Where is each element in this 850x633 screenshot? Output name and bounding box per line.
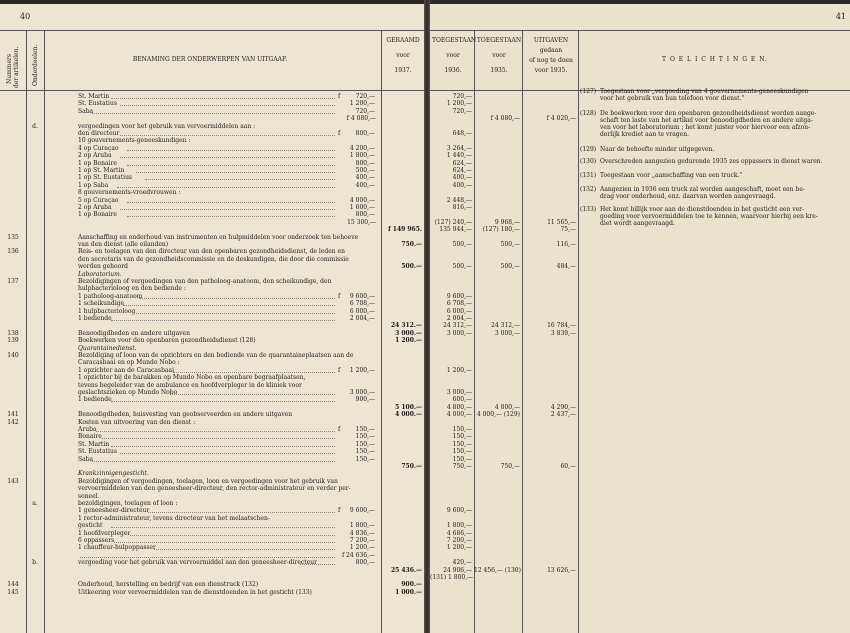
allowed-1935: 500,— [500, 241, 520, 248]
item-description: 1 bediende [78, 396, 112, 404]
header-line: UITGAVEN [533, 37, 569, 44]
allowed-1936: 720,— [452, 107, 472, 115]
dot-leader [148, 512, 335, 513]
dot-leader [120, 135, 335, 136]
subsection-letter: d. [32, 122, 38, 130]
item-description: Bezoldigingen of vergoedingen, toelagen, loon en vergoedingen voor het gebruik van [78, 477, 338, 485]
allowed-1936: 150,— [452, 448, 472, 456]
sub-amount: 1 200,— [349, 544, 375, 552]
col-divider [44, 30, 45, 633]
expenditure-1935: 3 839,— [550, 329, 576, 337]
header-toegestaan-1936 [432, 37, 477, 74]
item-description: vergoeding voor het gebruik van vervoermiddel aan den geneesheer-directeur [78, 559, 317, 567]
dot-leader [114, 542, 335, 543]
item-description: vergoedingen voor het gebruik van vervoermiddelen aan : [78, 122, 256, 130]
sub-amount: 500,— [355, 167, 375, 174]
item-description: St. Martin [78, 93, 110, 100]
subsection-letter: a. [32, 500, 38, 507]
item-description: St. Eustatius [78, 100, 117, 108]
allowed-1936: 9 600,— [446, 292, 472, 300]
item-description: Boekwerken voor den openbaren gezondheidsdienst (128) [78, 337, 256, 345]
allowed-1936: 24 312,— [443, 322, 472, 330]
item-description: Onderhoud, herstelling en bedrijf van een dienstruck (132) [78, 581, 259, 589]
item-description: Uitkeering voor vervoermiddelen van de dienstdoenden in het gesticht (133) [78, 588, 312, 596]
allowed-1936: 3 000,— [446, 329, 472, 337]
item-description: van den dienst (alle eilanden) [78, 241, 169, 248]
allowed-1936: 150,— [452, 433, 472, 441]
note-number: (132) [580, 186, 597, 193]
estimate-1937: 1 000.— [395, 588, 422, 596]
allowed-1936: 1 200,— [446, 100, 472, 108]
estimate-1937: 4 000.— [395, 411, 422, 419]
col-divider [26, 30, 27, 633]
item-description: Reis- en toelagen van den directeur van den openbaren gezondheidsdienst, de leden en [78, 248, 345, 256]
item-description: 1 chauffeur-hulpoppasser [78, 544, 156, 552]
allowed-1936: 500,— [452, 263, 472, 271]
sub-amount: 150,— [355, 426, 375, 433]
dot-leader [139, 298, 335, 299]
note-line: voor het gebruik van hun telefoon voor dienst." [600, 95, 745, 102]
item-description: Kosten van uitvoering van den dienst : [78, 418, 196, 426]
note-line: De boekwerken voor den openbaren gezondheidsdienst worden aange- [600, 110, 817, 117]
estimate-1937: 5 100.— [395, 403, 422, 411]
header-geraamd-line: 1937. [394, 67, 412, 74]
header-onderdeelen: Onderdeelen. [32, 44, 39, 86]
dot-leader [136, 313, 335, 314]
allowed-1935: 3 000,— [494, 329, 520, 337]
allowed-1935: 9 968,— [494, 218, 520, 226]
item-description: 1 hulpbacterioloog [78, 307, 136, 315]
item-description: 1 opzichter aan de Caracasbaai [78, 366, 174, 374]
subtotal-amount: 15 300,— [347, 218, 376, 226]
note-number: (127) [580, 88, 597, 95]
note-line: drag voor onderhoud, enz. daarvan worden aangevraagd. [600, 193, 776, 200]
dot-leader [102, 438, 335, 439]
item-description: 1 op St. Martin [78, 167, 125, 174]
allowed-1936: 600,— [452, 396, 472, 404]
sub-amount: 800,— [355, 159, 375, 167]
estimate-1937: 500.— [401, 263, 422, 271]
currency-marker: f [338, 507, 341, 515]
note-line: ven voor het laboratorium ; het komt juister voor hiervoor een afzon- [600, 124, 811, 131]
item-description: den secretaris van de gezondheidscommissie en de deskundigen, die door die commissie [78, 255, 349, 263]
item-description: 1 geneesheer-directeur [78, 507, 150, 515]
dot-leader [117, 187, 335, 188]
allowed-1935: 500,— [500, 263, 520, 271]
allowed-1936: 4 000,— [446, 411, 472, 419]
allowed-1936: (131) 1 800,— [430, 574, 474, 581]
allowed-1936: 500,— [452, 241, 472, 248]
sub-amount: 400,— [355, 174, 375, 182]
header-line: TOEGESTAAN [476, 37, 522, 44]
item-description: 8 gouvernements-vroedvrouwen : [78, 189, 181, 197]
dot-leader [111, 98, 335, 99]
item-description: Aanschaffing en onderhoud van instrumenten en hulpmiddelen voor onderzoek ten behoeve [78, 233, 359, 241]
item-description: Quarantainedienst. [78, 344, 137, 352]
allowed-1936: 4 686,— [446, 529, 472, 537]
note-number: (130) [580, 158, 597, 165]
item-description: vervoermiddelen van den geneesheer-directeur, den rector-administrateur en verder per- [78, 485, 351, 493]
sub-amount: 7 200,— [349, 537, 375, 544]
dot-leader [154, 549, 335, 550]
sub-amount: 2 004,— [349, 315, 375, 322]
article-number: 142 [7, 418, 19, 426]
item-description: gesticht [78, 522, 103, 530]
sub-amount: 1 200,— [349, 100, 375, 108]
item-description: 1 hoofdverpleger [78, 529, 131, 537]
sub-amount: 720,— [355, 107, 375, 115]
estimate-1937: 24 312.— [390, 322, 422, 330]
allowed-1936: 6 708,— [446, 300, 472, 308]
allowed-1935: 750,— [500, 463, 520, 470]
allowed-1936: 150,— [452, 440, 472, 448]
expenditure-1935: 13 626,— [547, 566, 576, 574]
allowed-1936: 624,— [452, 159, 472, 167]
note-line: derlijk krediet aan te vragen. [600, 131, 689, 138]
expenditure-1935: f 4 020,— [546, 115, 576, 123]
allowed-1936: 1 200,— [446, 366, 472, 374]
header-line: gedaan [539, 47, 563, 54]
note-line: diet wordt aangevraagd. [600, 220, 675, 227]
estimate-1937: f 149 965. [388, 226, 422, 234]
item-description: Saba [78, 455, 94, 463]
sub-amount: 720,— [355, 93, 375, 100]
article-number: 140 [7, 352, 19, 359]
currency-marker: f [338, 93, 341, 100]
item-description: 2 op Aruba [78, 152, 112, 160]
allowed-1936: 720,— [452, 93, 472, 100]
dot-leader [170, 394, 335, 395]
subtotal-amount: f 4 080,— [346, 115, 376, 123]
article-number: 144 [7, 581, 19, 589]
dot-leader [136, 172, 335, 173]
currency-marker: f [338, 292, 341, 300]
sub-amount: 150,— [355, 433, 375, 441]
header-top-rule [430, 30, 850, 31]
item-description: worden gehoord [78, 263, 128, 271]
header-line: of nog te doen [529, 57, 573, 64]
dot-leader [127, 216, 336, 217]
item-description: soneel. [78, 492, 100, 500]
sub-amount: 1 800,— [349, 152, 375, 160]
item-description: Saba [78, 107, 94, 115]
currency-marker: f [338, 130, 341, 137]
sub-amount: 6 000,— [349, 307, 375, 315]
sub-amount: 6 708,— [349, 300, 375, 308]
item-description: tevens begeleider van de ambulance en hoofdverpleger in de kliniek voor [78, 381, 302, 389]
dot-leader [111, 527, 335, 528]
allowed-1936: 4 800,— [446, 403, 472, 411]
item-description: geslachtszieken op Mundo Nobo [78, 389, 178, 396]
dot-leader [120, 209, 335, 210]
left-page-number: 40 [20, 12, 31, 21]
estimate-1937: 900.— [401, 581, 422, 589]
dot-leader [111, 320, 335, 321]
sub-amount: 9 600,— [349, 507, 375, 515]
estimate-1937: 750.— [401, 241, 422, 248]
article-number: 138 [7, 329, 19, 337]
allowed-1936: 24 906,— [443, 566, 472, 574]
item-description: St. Martin [78, 440, 110, 448]
item-description: 10 gouvernements-geneeskundigen : [78, 137, 191, 145]
header-geraamd-line: GERAAMD [386, 37, 420, 44]
header-der-artikelen: der artikelen. [13, 46, 20, 88]
allowed-1936: 648,— [452, 130, 472, 137]
allowed-1936: 400,— [452, 181, 472, 189]
header-line: 1936. [444, 67, 462, 74]
sub-amount: 900,— [355, 396, 375, 404]
sub-amount: 4 200,— [349, 144, 375, 152]
article-number: 141 [7, 411, 19, 419]
note-line: Aangezien in 1936 een truck zal worden aangeschaft, moet een be- [600, 186, 805, 193]
col-divider [578, 30, 579, 633]
item-description: bezoldigingen, toelagen of loon : [78, 500, 178, 507]
dot-leader [173, 372, 335, 373]
allowed-1936: 816,— [452, 204, 472, 211]
allowed-1936: 750,— [452, 463, 472, 470]
header-toelichtingen: T O E L I C H T I N G E N. [662, 56, 768, 63]
sub-amount: 150,— [355, 455, 375, 463]
item-description: 1 patholoog-anatoom [78, 292, 143, 300]
expenditure-1935: 4 290,— [550, 403, 576, 411]
header-top-rule [0, 30, 424, 31]
dot-leader [120, 157, 335, 158]
header-line: voor [446, 52, 460, 59]
expenditure-1935: 11 565,— [547, 218, 576, 226]
dot-leader [120, 105, 335, 106]
allowed-1936: 9 600,— [446, 507, 472, 515]
allowed-1936: 400,— [452, 174, 472, 182]
header-toegestaan-1935 [476, 37, 522, 74]
sub-amount: 800,— [355, 211, 375, 219]
item-description: Aruba [78, 426, 97, 433]
allowed-1936: 150,— [452, 455, 472, 463]
item-description: Benoodigdheden, huisvesting van geobserveerden en andere uitgaven [78, 411, 293, 419]
item-description: 1 op Bonaire [78, 159, 117, 167]
item-description: 1 op Bonaire [78, 211, 117, 219]
allowed-1936: 2 004,— [446, 315, 472, 322]
dot-leader [92, 461, 335, 462]
item-description: 6 oppassers [78, 537, 115, 544]
item-description: 1 op St. Eustatius [78, 174, 133, 182]
header-benaming: BENAMING DER ONDERWERPEN VAN UITGAAF. [132, 56, 288, 63]
note-number: (133) [580, 206, 597, 213]
header-geraamd [383, 37, 423, 74]
sub-amount: 1 800,— [349, 522, 375, 530]
header-line: 1935. [490, 67, 508, 74]
sub-amount: 400,— [355, 181, 375, 189]
dot-leader [145, 179, 335, 180]
dot-leader [92, 113, 335, 114]
note-line: Overschreden aangezien gedurende 1935 zes oppassers in dienst waren. [600, 158, 823, 165]
expenditure-1935: 16 784,— [547, 322, 576, 330]
allowed-1935: 4 800,— [494, 403, 520, 411]
allowed-1936: 1 200,— [446, 544, 472, 552]
allowed-1936: 6 000,— [446, 307, 472, 315]
expenditure-1935: 2 437,— [550, 411, 576, 419]
item-description: 1 bediende [78, 315, 112, 322]
header-uitgaven [524, 37, 578, 74]
col-divider [522, 30, 523, 633]
right-page-number: 41 [835, 12, 846, 21]
item-description: St. Eustatius [78, 448, 117, 456]
dot-leader [120, 453, 335, 454]
note-line: Naar de behoefte minder uitgegeven. [600, 146, 715, 153]
sub-amount: 150,— [355, 448, 375, 456]
article-number: 137 [7, 278, 19, 285]
article-number: 136 [7, 248, 19, 256]
item-description: 2 op Aruba [78, 204, 112, 211]
expenditure-1935: 60,— [560, 463, 576, 470]
header-line: TOEGESTAAN [432, 37, 477, 44]
item-description: Benoodigdheden en andere uitgaven [78, 329, 190, 337]
item-description: 5 op Curaçao [78, 196, 119, 204]
estimate-1937: 1 200.— [395, 337, 422, 345]
allowed-1935: 12 456,— (130) [474, 566, 521, 574]
note-number: (131) [580, 172, 597, 179]
item-description: 4 op Curaçao [78, 144, 119, 152]
item-description: 1 scheikundige [78, 300, 125, 308]
note-line: schaft ten laste van het artikel voor benoodigdheden en andere uitga- [600, 117, 813, 124]
right-page [430, 4, 850, 633]
sub-amount: 9 600,— [349, 292, 375, 300]
dot-leader [111, 401, 335, 402]
expenditure-1935: 116,— [556, 241, 576, 248]
article-number: 143 [7, 477, 19, 485]
sub-amount: 4 836,— [349, 529, 375, 537]
currency-marker: f [338, 366, 341, 374]
sub-amount: f 24 636,— [341, 551, 375, 559]
subsection-letter: b. [32, 559, 38, 567]
allowed-1936: 7 200,— [446, 537, 472, 544]
header-geraamd-line: voor [396, 52, 410, 59]
item-description: Laboratorium. [78, 270, 122, 278]
dot-leader [127, 165, 336, 166]
header-line: voor [492, 52, 506, 59]
allowed-1935: 24 312,— [491, 322, 520, 330]
allowed-1936: 150,— [452, 426, 472, 433]
note-number: (129) [580, 146, 597, 153]
article-number: 135 [7, 233, 19, 241]
dot-leader [127, 150, 336, 151]
note-line: Het komt billijk voor aan de dienstdoenden in het gesticht een ver- [600, 206, 805, 213]
allowed-1936: 420,— [452, 559, 472, 567]
sub-amount: 1 200,— [349, 366, 375, 374]
item-description: Bonaire [78, 433, 102, 441]
header-nummers: Nummers [6, 54, 13, 84]
estimate-1937: 25 436.— [390, 566, 422, 574]
sub-amount: 3 000,— [349, 389, 375, 396]
item-description: Bezoldigingen of vergoedingen van den patholoog-anatoom, den scheikundige, den [78, 278, 332, 285]
left-page [0, 4, 424, 633]
note-number: (128) [580, 110, 597, 117]
allowed-1936: 3 264,— [446, 144, 472, 152]
item-description: 1 rector-administrateur, tevens directeur van het melaatschen- [78, 514, 270, 522]
allowed-1936: 3 000,— [446, 389, 472, 396]
estimate-1937: 750.— [401, 463, 422, 470]
allowed-1936: 2 448,— [446, 196, 472, 204]
header-line: voor 1935. [534, 67, 568, 74]
item-description: Krankzinnigengesticht. [78, 470, 149, 478]
allowed-1936: (127) 240,— [434, 218, 472, 226]
allowed-1935: 4 000,— (129) [476, 411, 520, 419]
item-description: 1 op Saba [78, 181, 109, 189]
expenditure-1935: 484,— [556, 263, 576, 271]
allowed-1935: (127) 180,— [482, 226, 520, 234]
dot-leader [96, 431, 336, 432]
item-description: Caracasbaai en op Mundo Nobo : [78, 359, 180, 367]
item-description: hulpbacterioloog en den bediende : [78, 285, 186, 293]
dot-leader [123, 305, 335, 306]
sub-amount: 800,— [355, 130, 375, 137]
sub-amount: 4 000,— [349, 196, 375, 204]
allowed-1936: 624,— [452, 167, 472, 174]
item-description: den directeur [78, 130, 120, 137]
sub-amount: 800,— [355, 559, 375, 567]
dot-leader [80, 557, 335, 558]
allowed-1936: 1 440,— [446, 152, 472, 160]
allowed-1936: 135 944,— [439, 226, 472, 234]
dot-leader [127, 202, 336, 203]
header-bottom-rule [0, 90, 424, 91]
dot-leader [111, 446, 335, 447]
note-line: Toegestaan voor „vergoeding van 4 gouvernements-geneeskundigen [600, 88, 809, 95]
article-number: 139 [7, 337, 19, 345]
sub-amount: 1 600,— [349, 204, 375, 211]
sub-amount: 150,— [355, 440, 375, 448]
item-description: 1 opzichter bij de barakken op Mundo Nobo en openbare begraafplaatsen, [78, 374, 306, 382]
article-number: 145 [7, 588, 19, 596]
item-description: Bezoldiging of loon van de opzichters en den bediende van de quarantaineplaatsen aan de [78, 352, 354, 359]
currency-marker: f [338, 426, 341, 433]
allowed-1936: 1 800,— [446, 522, 472, 530]
allowed-1935: f 4 080,— [490, 115, 520, 123]
expenditure-1935: 75,— [560, 226, 576, 234]
estimate-1937: 3 000.— [395, 329, 422, 337]
note-line: goeding voor vervoermiddelen toe te kennen, waarvoor hierbij een kre- [600, 213, 818, 220]
dot-leader [130, 535, 335, 536]
note-line: Toegestaan voor „aanschaffing van een truck." [600, 172, 743, 179]
